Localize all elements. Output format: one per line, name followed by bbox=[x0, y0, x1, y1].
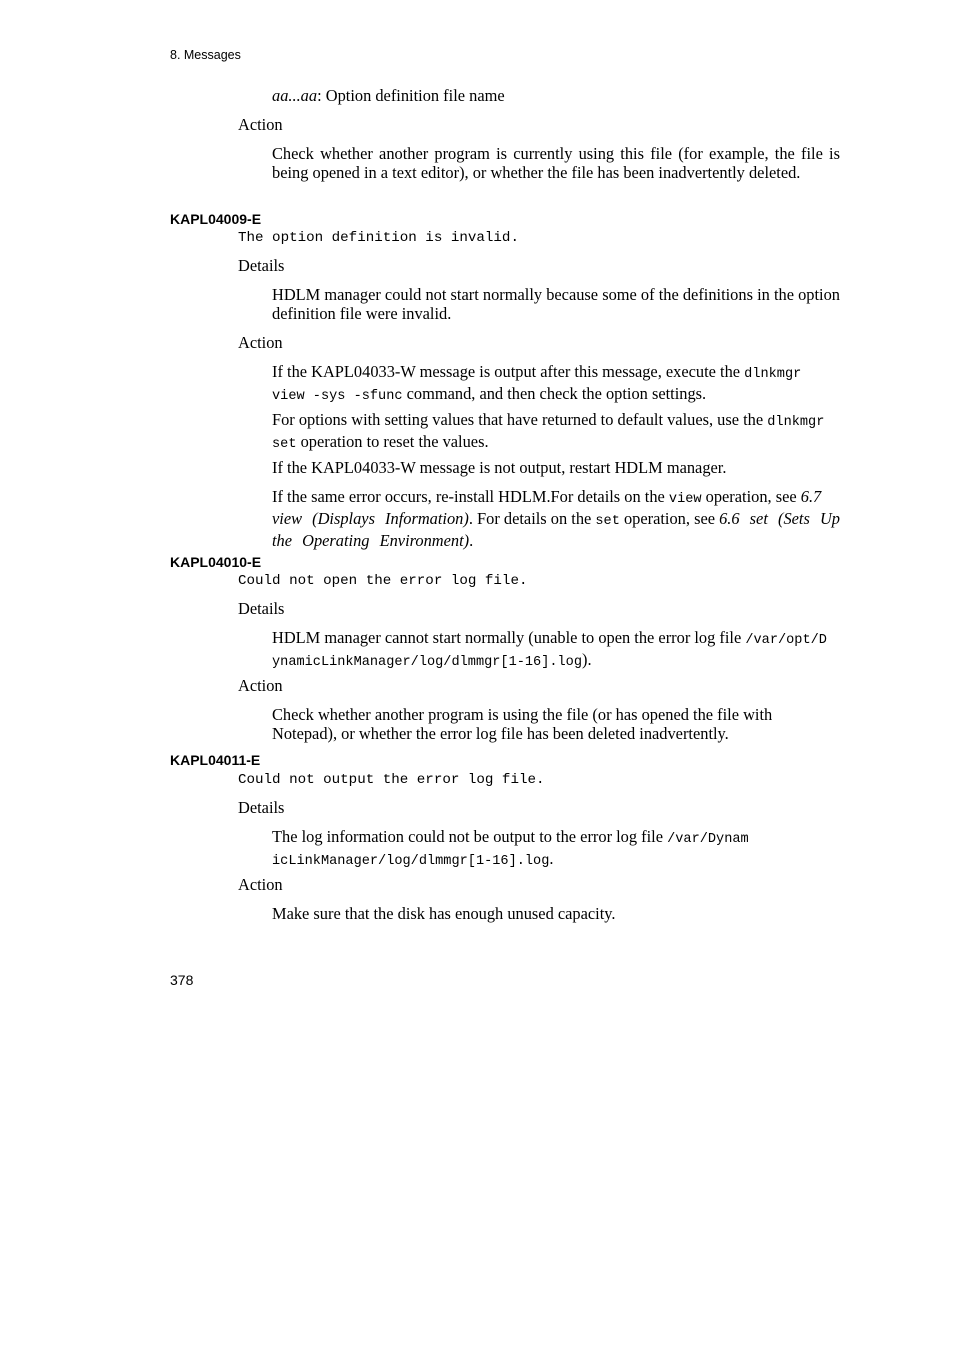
command-text: dlnkmgr view -sys -sfunc bbox=[272, 367, 802, 404]
message-id-kapl04010: KAPL04010-E bbox=[170, 554, 262, 570]
action-label: Action bbox=[238, 676, 283, 695]
action-label: Action bbox=[238, 333, 283, 352]
action-paragraph-2: For options with setting values that have returned to default values, use the dlnkmgr set operation to reset the values. bbox=[272, 410, 825, 452]
action-paragraph-3: If the KAPL04033-W message is not output, restart HDLM manager. bbox=[272, 458, 727, 477]
action-label: Action bbox=[238, 115, 283, 134]
command-text: dlnkmgr set bbox=[272, 415, 825, 452]
details-text: The log information could not be output to the error log file /var/DynamicLinkManager/log/dlmmgr[1-16].log. bbox=[272, 827, 749, 869]
action-text: Check whether another program is using the file (or has opened the file with Notepad), or whether the error log file has been deleted inadvertently. bbox=[272, 705, 773, 743]
parameter-description: aa...aa: Option definition file name bbox=[272, 86, 505, 105]
action-label: Action bbox=[238, 875, 283, 894]
parameter-variable: aa...aa bbox=[272, 86, 318, 105]
message-id-kapl04011: KAPL04011-E bbox=[170, 752, 261, 768]
details-label: Details bbox=[238, 256, 285, 275]
action-text: Make sure that the disk has enough unused capacity. bbox=[272, 904, 616, 923]
details-text: HDLM manager cannot start normally (unable to open the error log file /var/opt/DynamicLinkManager/log/dlmmgr[1-16].log). bbox=[272, 628, 827, 670]
details-label: Details bbox=[238, 798, 285, 817]
cross-reference-link[interactable]: 6.6 set (Sets Up the Operating Environment) bbox=[272, 509, 840, 550]
action-text: Check whether another program is currently using this file (for example, the file is being opened in a text editor), or whether the file has been inadvertently deleted. bbox=[272, 144, 840, 182]
command-text: view bbox=[668, 492, 702, 507]
running-header: 8. Messages bbox=[170, 48, 241, 62]
action-paragraph-4: If the same error occurs, re-install HDLM.For details on the view operation, see 6.7 view (Displays Information). For details on the set operation, see 6.6 set (Sets Up the Operating Environment). bbox=[272, 487, 840, 550]
file-path: /var/DynamicLinkManager/log/dlmmgr[1-16].log bbox=[272, 832, 749, 869]
details-text: HDLM manager could not start normally because some of the definitions in the option definition file were invalid. bbox=[272, 285, 840, 323]
message-id-kapl04009: KAPL04009-E bbox=[170, 211, 262, 227]
message-text: Could not output the error log file. bbox=[238, 772, 545, 788]
details-label: Details bbox=[238, 599, 285, 618]
page-number: 378 bbox=[170, 972, 194, 988]
cross-reference-link[interactable]: 6.7 view (Displays Information) bbox=[272, 487, 822, 528]
file-path: /var/opt/DynamicLinkManager/log/dlmmgr[1-16].log bbox=[272, 633, 827, 670]
command-text: set bbox=[595, 514, 620, 529]
message-text: The option definition is invalid. bbox=[238, 230, 519, 246]
action-paragraph-1: If the KAPL04033-W message is output after this message, execute the dlnkmgr view -sys -sfunc command, and then check the option settings. bbox=[272, 362, 802, 404]
message-text: Could not open the error log file. bbox=[238, 573, 528, 589]
